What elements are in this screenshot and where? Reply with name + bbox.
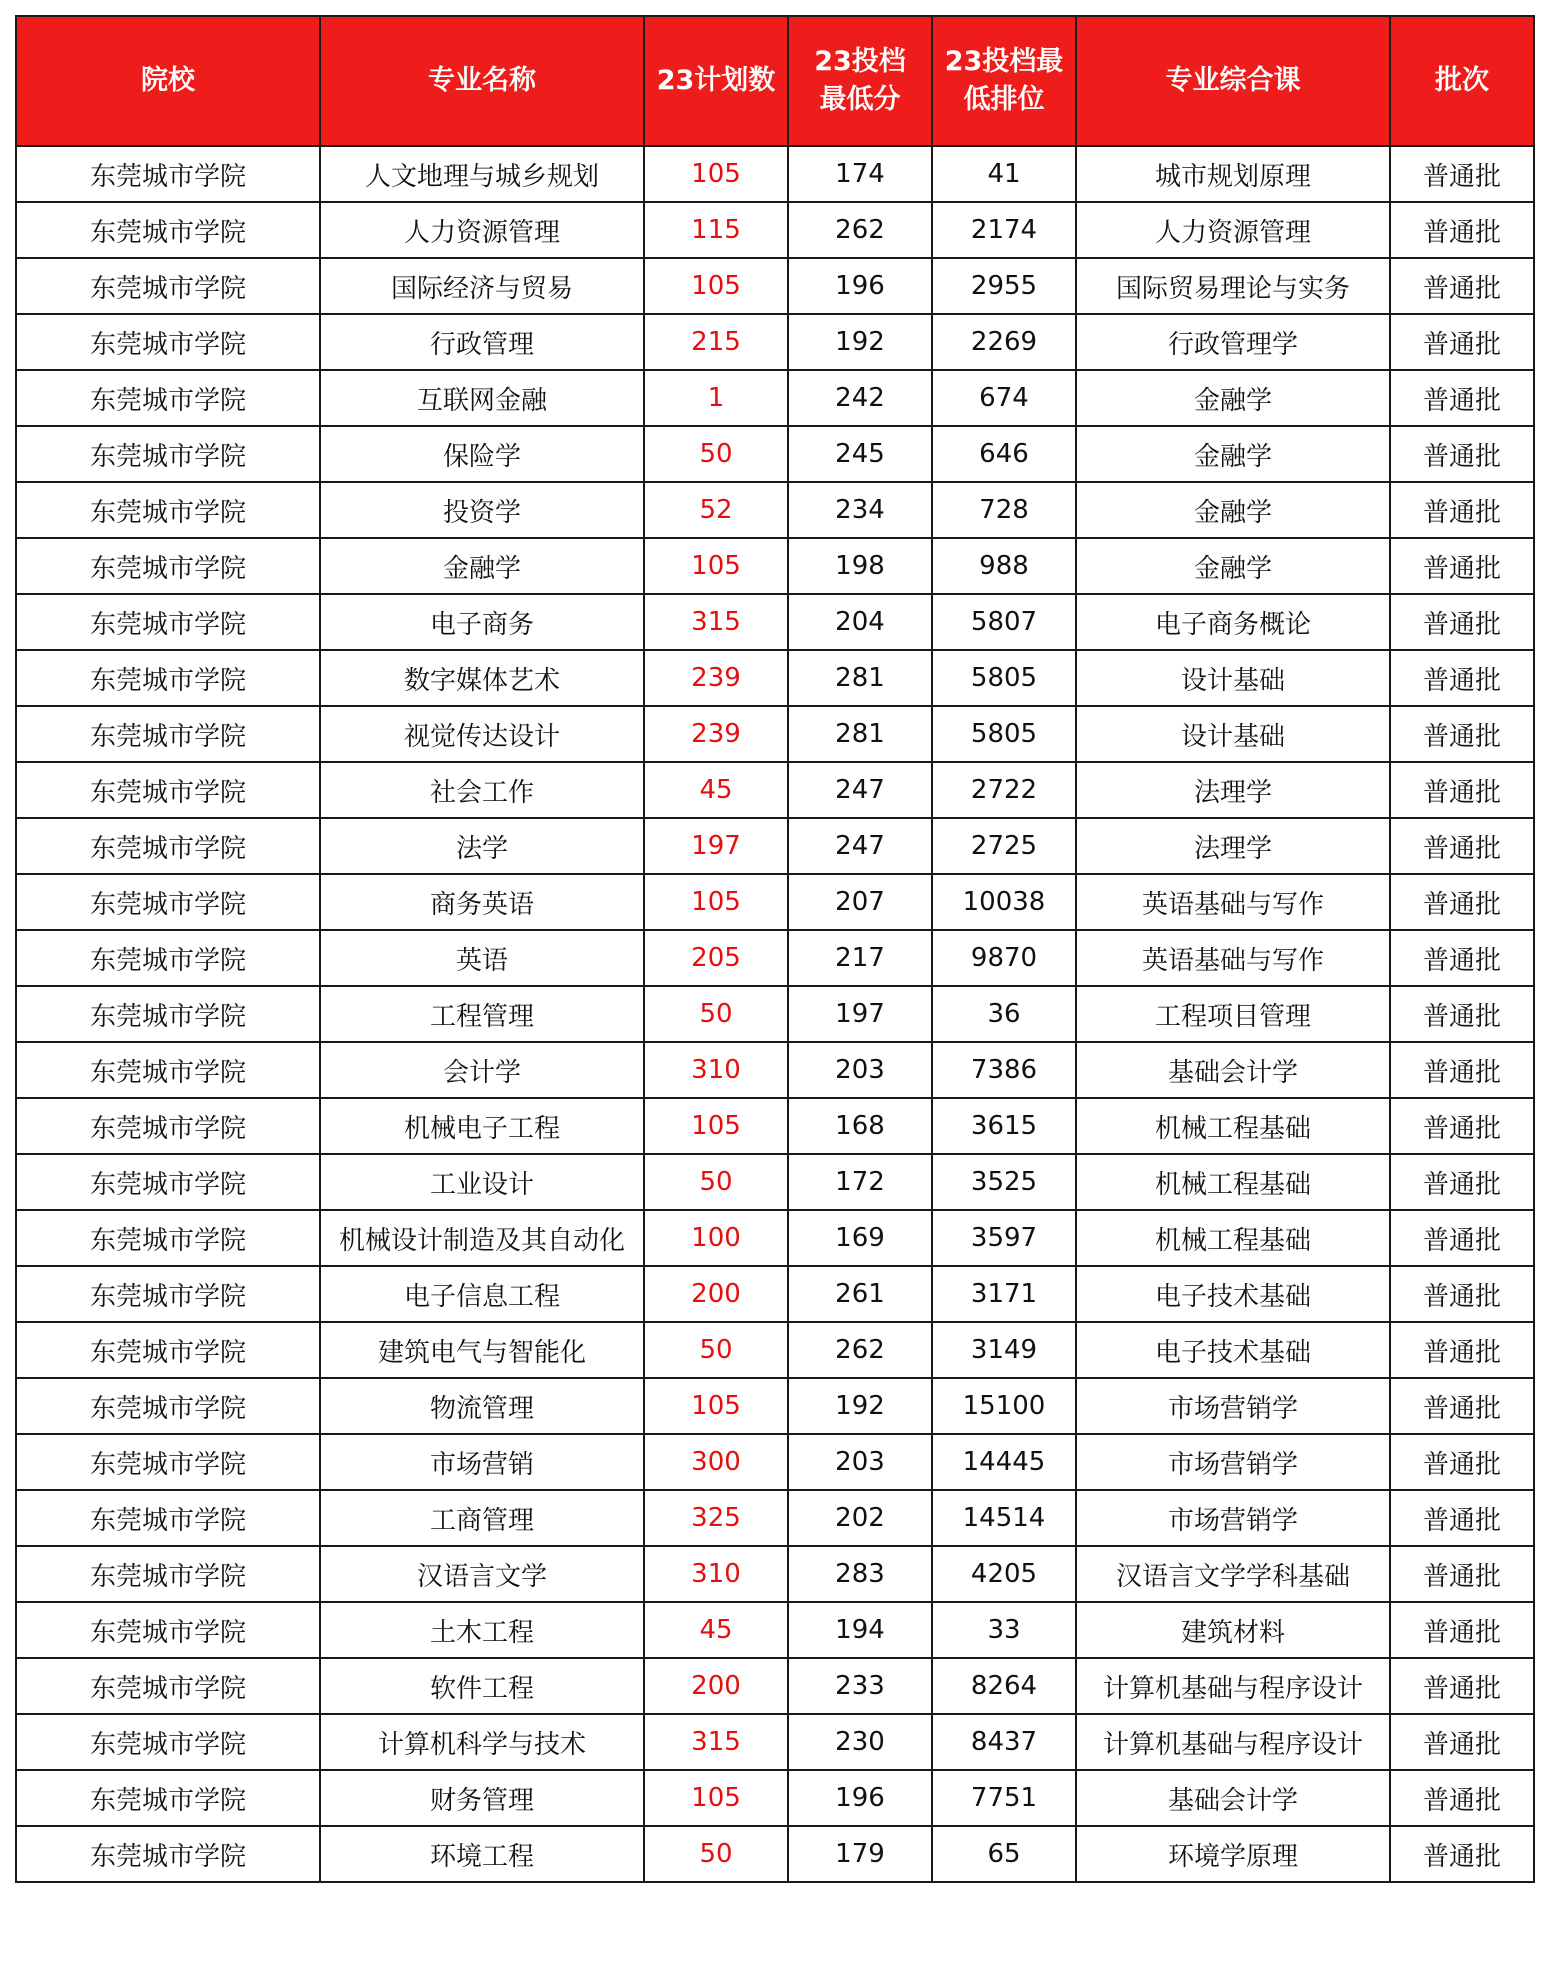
cell-plan: 100: [644, 1210, 788, 1266]
cell-min-score: 283: [788, 1546, 932, 1602]
cell-min-rank: 7386: [932, 1042, 1076, 1098]
cell-batch: 普通批: [1390, 930, 1534, 986]
cell-min-score: 261: [788, 1266, 932, 1322]
cell-batch: 普通批: [1390, 258, 1534, 314]
cell-course: 计算机基础与程序设计: [1076, 1658, 1390, 1714]
cell-plan: 239: [644, 706, 788, 762]
cell-batch: 普通批: [1390, 1434, 1534, 1490]
table-row: [16, 762, 1534, 818]
table-row: [16, 594, 1534, 650]
cell-course: 机械工程基础: [1076, 1154, 1390, 1210]
table-row: [16, 706, 1534, 762]
cell-course: 电子技术基础: [1076, 1266, 1390, 1322]
cell-plan: 105: [644, 146, 788, 202]
table-row: [16, 818, 1534, 874]
cell-course: 市场营销学: [1076, 1378, 1390, 1434]
cell-min-rank: 4205: [932, 1546, 1076, 1602]
cell-plan: 105: [644, 1770, 788, 1826]
cell-plan: 52: [644, 482, 788, 538]
header-major-label: 专业名称: [428, 65, 536, 96]
table-row: [16, 1490, 1534, 1546]
cell-min-rank: 3149: [932, 1322, 1076, 1378]
table-row: [16, 1154, 1534, 1210]
cell-plan: 50: [644, 1826, 788, 1882]
cell-min-rank: 646: [932, 426, 1076, 482]
cell-min-score: 281: [788, 706, 932, 762]
cell-major: 人力资源管理: [320, 202, 644, 258]
cell-major: 物流管理: [320, 1378, 644, 1434]
cell-course: 设计基础: [1076, 706, 1390, 762]
table-row: [16, 986, 1534, 1042]
cell-min-rank: 5805: [932, 706, 1076, 762]
table-row: [16, 1658, 1534, 1714]
cell-batch: 普通批: [1390, 594, 1534, 650]
header-batch: [1390, 16, 1534, 146]
cell-min-score: 196: [788, 258, 932, 314]
cell-major: 财务管理: [320, 1770, 644, 1826]
header-course: [1076, 16, 1390, 146]
cell-course: 机械工程基础: [1076, 1210, 1390, 1266]
cell-min-score: 192: [788, 314, 932, 370]
cell-major: 电子商务: [320, 594, 644, 650]
cell-batch: 普通批: [1390, 1154, 1534, 1210]
cell-min-rank: 5807: [932, 594, 1076, 650]
cell-course: 电子技术基础: [1076, 1322, 1390, 1378]
cell-min-score: 234: [788, 482, 932, 538]
cell-school: 东莞城市学院: [16, 1210, 320, 1266]
cell-school: 东莞城市学院: [16, 1042, 320, 1098]
table-row: [16, 1770, 1534, 1826]
cell-plan: 105: [644, 258, 788, 314]
cell-major: 软件工程: [320, 1658, 644, 1714]
table-row: [16, 1434, 1534, 1490]
cell-major: 互联网金融: [320, 370, 644, 426]
cell-course: 设计基础: [1076, 650, 1390, 706]
cell-school: 东莞城市学院: [16, 1378, 320, 1434]
cell-course: 机械工程基础: [1076, 1098, 1390, 1154]
cell-plan: 115: [644, 202, 788, 258]
cell-plan: 310: [644, 1546, 788, 1602]
table-row: [16, 146, 1534, 202]
cell-major: 视觉传达设计: [320, 706, 644, 762]
cell-major: 投资学: [320, 482, 644, 538]
cell-min-score: 247: [788, 762, 932, 818]
cell-min-rank: 3597: [932, 1210, 1076, 1266]
table-row: [16, 202, 1534, 258]
cell-plan: 197: [644, 818, 788, 874]
cell-plan: 200: [644, 1658, 788, 1714]
header-course-label: 专业综合课: [1165, 65, 1301, 96]
cell-min-score: 281: [788, 650, 932, 706]
cell-plan: 45: [644, 762, 788, 818]
cell-min-rank: 3615: [932, 1098, 1076, 1154]
header-row: [16, 16, 1534, 146]
cell-major: 工程管理: [320, 986, 644, 1042]
cell-min-score: 169: [788, 1210, 932, 1266]
cell-batch: 普通批: [1390, 370, 1534, 426]
cell-min-rank: 2269: [932, 314, 1076, 370]
cell-min-rank: 988: [932, 538, 1076, 594]
cell-min-score: 207: [788, 874, 932, 930]
cell-major: 数字媒体艺术: [320, 650, 644, 706]
header-min-rank: [932, 16, 1076, 146]
cell-min-rank: 5805: [932, 650, 1076, 706]
cell-batch: 普通批: [1390, 1042, 1534, 1098]
cell-batch: 普通批: [1390, 1378, 1534, 1434]
header-major: [320, 16, 644, 146]
cell-min-score: 172: [788, 1154, 932, 1210]
cell-major: 机械电子工程: [320, 1098, 644, 1154]
cell-school: 东莞城市学院: [16, 986, 320, 1042]
cell-batch: 普通批: [1390, 1098, 1534, 1154]
table-header: [16, 16, 1534, 146]
cell-plan: 310: [644, 1042, 788, 1098]
cell-school: 东莞城市学院: [16, 1602, 320, 1658]
cell-school: 东莞城市学院: [16, 1826, 320, 1882]
table-row: [16, 314, 1534, 370]
cell-min-score: 204: [788, 594, 932, 650]
cell-plan: 105: [644, 1378, 788, 1434]
cell-batch: 普通批: [1390, 650, 1534, 706]
header-batch-label: 批次: [1435, 65, 1489, 96]
cell-plan: 50: [644, 1322, 788, 1378]
cell-min-rank: 8264: [932, 1658, 1076, 1714]
cell-batch: 普通批: [1390, 314, 1534, 370]
header-min-score: [788, 16, 932, 146]
cell-min-rank: 2955: [932, 258, 1076, 314]
cell-school: 东莞城市学院: [16, 1658, 320, 1714]
cell-min-score: 203: [788, 1434, 932, 1490]
cell-plan: 50: [644, 1154, 788, 1210]
cell-school: 东莞城市学院: [16, 1322, 320, 1378]
cell-school: 东莞城市学院: [16, 426, 320, 482]
cell-course: 金融学: [1076, 538, 1390, 594]
cell-school: 东莞城市学院: [16, 930, 320, 986]
cell-major: 法学: [320, 818, 644, 874]
cell-batch: 普通批: [1390, 482, 1534, 538]
cell-school: 东莞城市学院: [16, 1714, 320, 1770]
cell-plan: 50: [644, 986, 788, 1042]
cell-course: 市场营销学: [1076, 1490, 1390, 1546]
cell-min-rank: 10038: [932, 874, 1076, 930]
cell-school: 东莞城市学院: [16, 874, 320, 930]
cell-min-score: 197: [788, 986, 932, 1042]
cell-course: 金融学: [1076, 426, 1390, 482]
cell-batch: 普通批: [1390, 818, 1534, 874]
table-row: [16, 930, 1534, 986]
cell-batch: 普通批: [1390, 1826, 1534, 1882]
table-row: [16, 1378, 1534, 1434]
cell-plan: 50: [644, 426, 788, 482]
cell-course: 建筑材料: [1076, 1602, 1390, 1658]
table-row: [16, 874, 1534, 930]
cell-batch: 普通批: [1390, 426, 1534, 482]
table-row: [16, 650, 1534, 706]
table-row: [16, 1826, 1534, 1882]
cell-batch: 普通批: [1390, 1490, 1534, 1546]
cell-min-score: 179: [788, 1826, 932, 1882]
cell-batch: 普通批: [1390, 762, 1534, 818]
cell-batch: 普通批: [1390, 1770, 1534, 1826]
cell-major: 金融学: [320, 538, 644, 594]
cell-course: 环境学原理: [1076, 1826, 1390, 1882]
cell-min-rank: 15100: [932, 1378, 1076, 1434]
cell-course: 法理学: [1076, 762, 1390, 818]
cell-school: 东莞城市学院: [16, 146, 320, 202]
cell-course: 金融学: [1076, 482, 1390, 538]
cell-min-rank: 2722: [932, 762, 1076, 818]
cell-min-score: 168: [788, 1098, 932, 1154]
table-body: [16, 146, 1534, 1882]
cell-min-rank: 3525: [932, 1154, 1076, 1210]
cell-major: 工业设计: [320, 1154, 644, 1210]
cell-school: 东莞城市学院: [16, 1490, 320, 1546]
cell-min-score: 230: [788, 1714, 932, 1770]
header-min-score-line1: 23投档: [814, 46, 906, 77]
table-row: [16, 1714, 1534, 1770]
header-min-score-line2: 最低分: [819, 84, 901, 115]
table-row: [16, 1042, 1534, 1098]
cell-batch: 普通批: [1390, 1210, 1534, 1266]
cell-batch: 普通批: [1390, 538, 1534, 594]
cell-major: 社会工作: [320, 762, 644, 818]
cell-plan: 205: [644, 930, 788, 986]
cell-major: 英语: [320, 930, 644, 986]
cell-school: 东莞城市学院: [16, 594, 320, 650]
table-row: [16, 1322, 1534, 1378]
cell-min-rank: 674: [932, 370, 1076, 426]
cell-school: 东莞城市学院: [16, 314, 320, 370]
cell-school: 东莞城市学院: [16, 762, 320, 818]
cell-school: 东莞城市学院: [16, 706, 320, 762]
cell-plan: 215: [644, 314, 788, 370]
cell-school: 东莞城市学院: [16, 1154, 320, 1210]
header-min-rank-line1: 23投档最: [944, 46, 1064, 77]
cell-school: 东莞城市学院: [16, 1546, 320, 1602]
cell-min-rank: 14514: [932, 1490, 1076, 1546]
cell-plan: 315: [644, 594, 788, 650]
cell-course: 国际贸易理论与实务: [1076, 258, 1390, 314]
cell-min-rank: 14445: [932, 1434, 1076, 1490]
cell-min-score: 262: [788, 202, 932, 258]
cell-min-score: 192: [788, 1378, 932, 1434]
cell-major: 人文地理与城乡规划: [320, 146, 644, 202]
admission-table-container: [15, 15, 1533, 1883]
cell-course: 法理学: [1076, 818, 1390, 874]
table-row: [16, 258, 1534, 314]
cell-course: 工程项目管理: [1076, 986, 1390, 1042]
cell-min-score: 262: [788, 1322, 932, 1378]
cell-min-rank: 9870: [932, 930, 1076, 986]
header-school: [16, 16, 320, 146]
header-plan: [644, 16, 788, 146]
cell-major: 建筑电气与智能化: [320, 1322, 644, 1378]
cell-batch: 普通批: [1390, 1714, 1534, 1770]
cell-course: 英语基础与写作: [1076, 874, 1390, 930]
cell-major: 汉语言文学: [320, 1546, 644, 1602]
cell-plan: 105: [644, 1098, 788, 1154]
cell-batch: 普通批: [1390, 202, 1534, 258]
cell-major: 国际经济与贸易: [320, 258, 644, 314]
cell-major: 保险学: [320, 426, 644, 482]
cell-plan: 300: [644, 1434, 788, 1490]
cell-school: 东莞城市学院: [16, 1098, 320, 1154]
cell-school: 东莞城市学院: [16, 1770, 320, 1826]
cell-major: 环境工程: [320, 1826, 644, 1882]
cell-min-score: 198: [788, 538, 932, 594]
cell-min-rank: 3171: [932, 1266, 1076, 1322]
cell-course: 行政管理学: [1076, 314, 1390, 370]
cell-plan: 315: [644, 1714, 788, 1770]
cell-major: 商务英语: [320, 874, 644, 930]
cell-major: 会计学: [320, 1042, 644, 1098]
cell-plan: 45: [644, 1602, 788, 1658]
cell-min-score: 194: [788, 1602, 932, 1658]
cell-major: 土木工程: [320, 1602, 644, 1658]
cell-min-score: 245: [788, 426, 932, 482]
cell-batch: 普通批: [1390, 1546, 1534, 1602]
cell-course: 金融学: [1076, 370, 1390, 426]
cell-major: 工商管理: [320, 1490, 644, 1546]
cell-batch: 普通批: [1390, 1322, 1534, 1378]
cell-batch: 普通批: [1390, 986, 1534, 1042]
cell-school: 东莞城市学院: [16, 818, 320, 874]
cell-batch: 普通批: [1390, 874, 1534, 930]
cell-school: 东莞城市学院: [16, 370, 320, 426]
cell-min-rank: 7751: [932, 1770, 1076, 1826]
cell-min-rank: 36: [932, 986, 1076, 1042]
cell-course: 市场营销学: [1076, 1434, 1390, 1490]
cell-school: 东莞城市学院: [16, 202, 320, 258]
cell-course: 人力资源管理: [1076, 202, 1390, 258]
cell-min-score: 196: [788, 1770, 932, 1826]
cell-major: 电子信息工程: [320, 1266, 644, 1322]
table-row: [16, 1602, 1534, 1658]
cell-plan: 105: [644, 538, 788, 594]
header-min-rank-line2: 低排位: [963, 84, 1045, 115]
table-row: [16, 370, 1534, 426]
cell-min-rank: 728: [932, 482, 1076, 538]
cell-min-score: 217: [788, 930, 932, 986]
header-school-label: 院校: [141, 65, 195, 96]
cell-min-rank: 2725: [932, 818, 1076, 874]
cell-plan: 105: [644, 874, 788, 930]
cell-school: 东莞城市学院: [16, 482, 320, 538]
cell-plan: 325: [644, 1490, 788, 1546]
cell-major: 市场营销: [320, 1434, 644, 1490]
table-row: [16, 1546, 1534, 1602]
cell-min-score: 247: [788, 818, 932, 874]
table-row: [16, 1098, 1534, 1154]
cell-plan: 239: [644, 650, 788, 706]
cell-min-score: 242: [788, 370, 932, 426]
cell-course: 计算机基础与程序设计: [1076, 1714, 1390, 1770]
cell-batch: 普通批: [1390, 146, 1534, 202]
table-row: [16, 482, 1534, 538]
cell-batch: 普通批: [1390, 1602, 1534, 1658]
cell-min-score: 202: [788, 1490, 932, 1546]
cell-batch: 普通批: [1390, 1658, 1534, 1714]
cell-course: 英语基础与写作: [1076, 930, 1390, 986]
cell-min-score: 233: [788, 1658, 932, 1714]
cell-plan: 1: [644, 370, 788, 426]
table-row: [16, 1210, 1534, 1266]
cell-school: 东莞城市学院: [16, 538, 320, 594]
header-plan-label: 23计划数: [656, 65, 776, 96]
table-row: [16, 1266, 1534, 1322]
cell-min-rank: 8437: [932, 1714, 1076, 1770]
admission-table: [15, 15, 1535, 1883]
cell-min-rank: 41: [932, 146, 1076, 202]
cell-major: 计算机科学与技术: [320, 1714, 644, 1770]
cell-min-rank: 2174: [932, 202, 1076, 258]
cell-course: 城市规划原理: [1076, 146, 1390, 202]
cell-batch: 普通批: [1390, 1266, 1534, 1322]
cell-school: 东莞城市学院: [16, 650, 320, 706]
cell-course: 基础会计学: [1076, 1770, 1390, 1826]
cell-min-rank: 33: [932, 1602, 1076, 1658]
cell-major: 行政管理: [320, 314, 644, 370]
table-row: [16, 426, 1534, 482]
cell-plan: 200: [644, 1266, 788, 1322]
cell-batch: 普通批: [1390, 706, 1534, 762]
table-row: [16, 538, 1534, 594]
cell-course: 基础会计学: [1076, 1042, 1390, 1098]
cell-course: 电子商务概论: [1076, 594, 1390, 650]
cell-school: 东莞城市学院: [16, 1266, 320, 1322]
cell-min-rank: 65: [932, 1826, 1076, 1882]
cell-min-score: 174: [788, 146, 932, 202]
cell-school: 东莞城市学院: [16, 258, 320, 314]
cell-min-score: 203: [788, 1042, 932, 1098]
cell-course: 汉语言文学学科基础: [1076, 1546, 1390, 1602]
cell-major: 机械设计制造及其自动化: [320, 1210, 644, 1266]
cell-school: 东莞城市学院: [16, 1434, 320, 1490]
